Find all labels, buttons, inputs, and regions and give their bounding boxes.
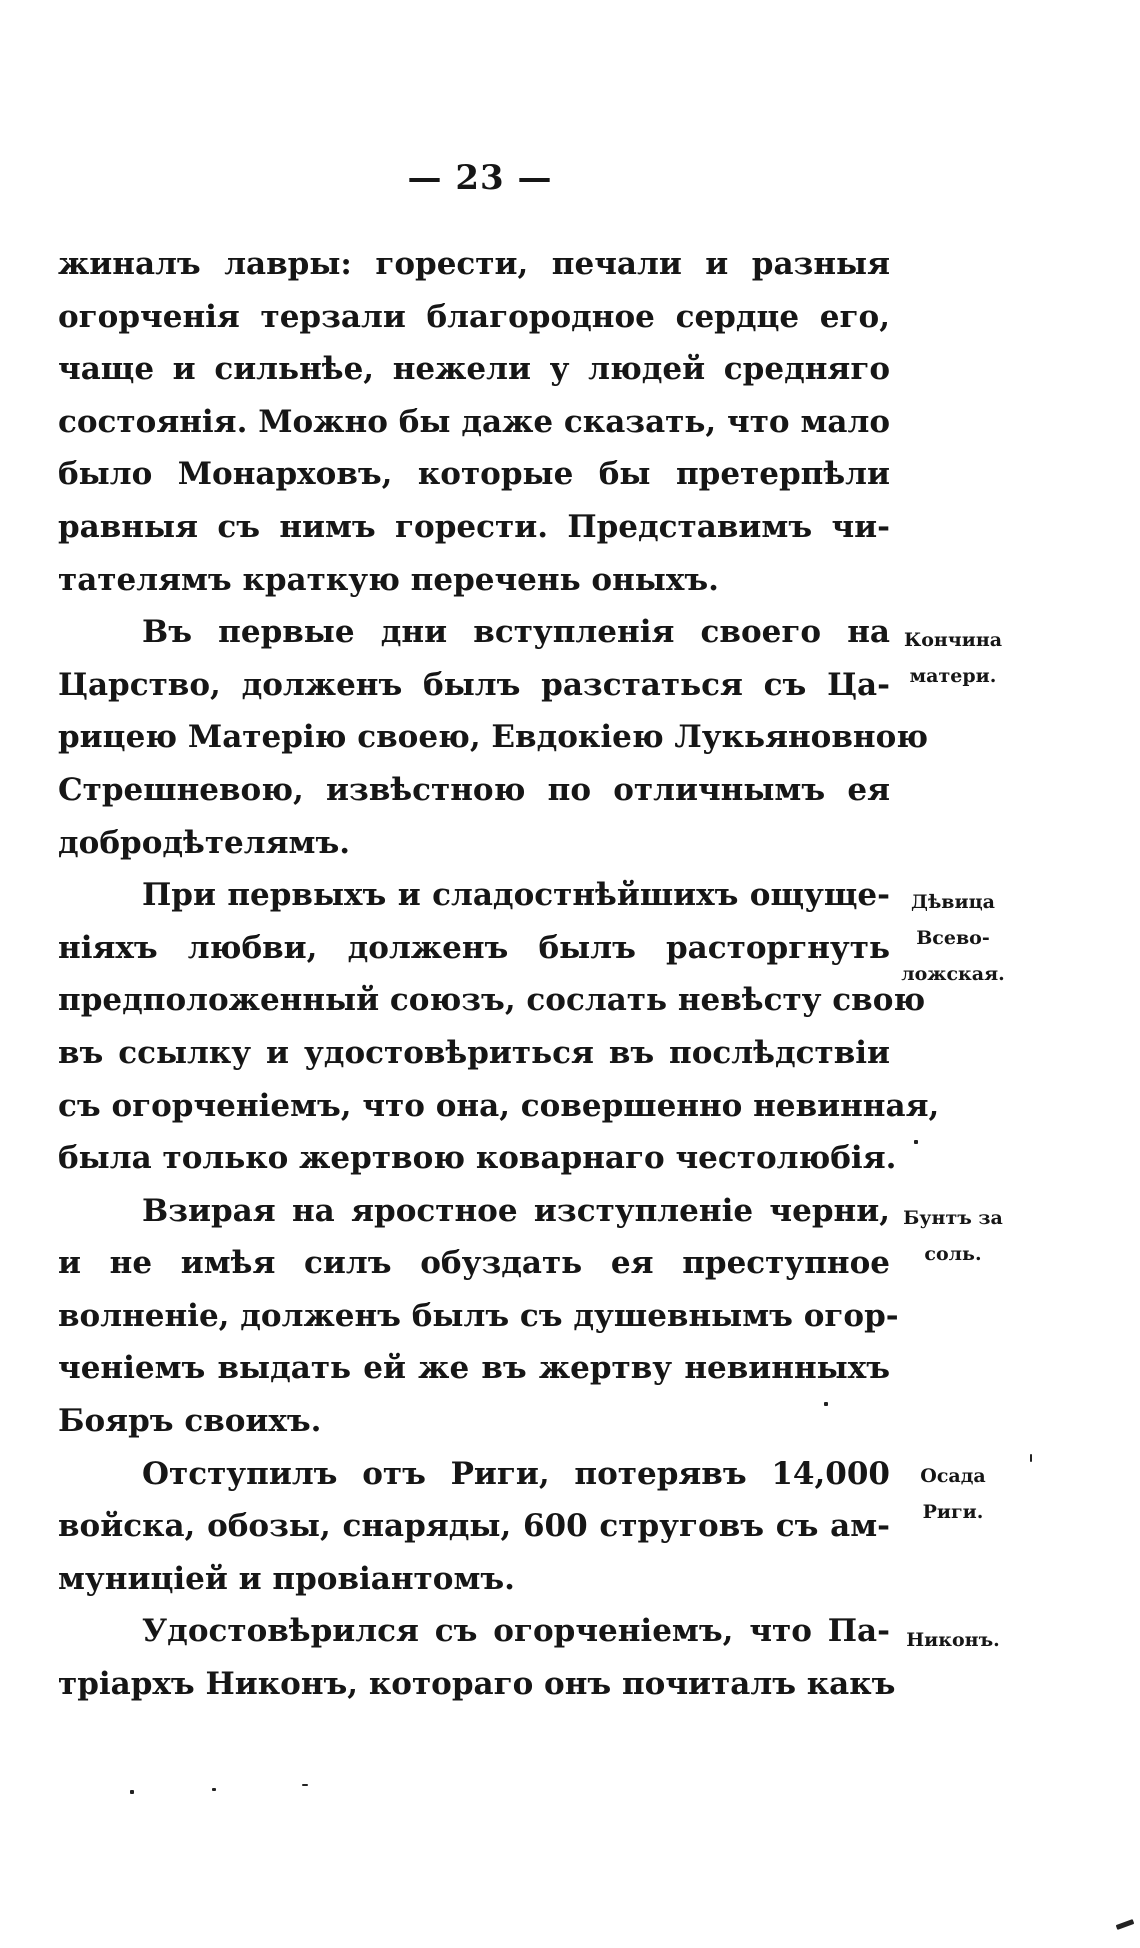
text-line: въ ссылку и удостовѣриться въ послѣдствіи (58, 1034, 890, 1071)
text-line: была только жертвою коварнаго честолюбія. (58, 1140, 897, 1177)
text-line: огорченія терзали благородное сердце его, (58, 298, 890, 335)
text-line: муниціей и провіантомъ. (58, 1560, 515, 1597)
text-line: войска, обозы, снаряды, 600 струговъ съ ам- (58, 1508, 890, 1545)
text-line: состоянія. Можно бы даже сказать, что мало (58, 403, 890, 440)
scan-speck (302, 1784, 308, 1786)
main-text (58, 238, 940, 1711)
text-line: добродѣтелямъ. (58, 824, 351, 861)
text-line: При первыхъ и сладостнѣйшихъ ощуще- (142, 877, 890, 914)
paragraph-2 (58, 606, 929, 869)
margin-note-line: Осада (920, 1465, 986, 1487)
scan-speck (212, 1788, 216, 1791)
margin-note-salt-riot (888, 1200, 1018, 1272)
scan-speck (824, 1402, 828, 1406)
margin-note-line: Дѣвица (911, 891, 995, 913)
text-line: Отступилъ отъ Риги, потерявъ 14,000 (142, 1455, 890, 1492)
margin-note-line: Бунтъ за (903, 1207, 1003, 1229)
paragraph-4 (58, 1185, 899, 1448)
margin-note-line: соль. (924, 1243, 982, 1265)
text-line: Въ первые дни вступленія своего на (142, 614, 890, 651)
margin-note-riga-siege (888, 1458, 1018, 1530)
text-line: предположенный союзъ, сослать невѣсту свою (58, 982, 926, 1019)
paragraph-3 (58, 869, 940, 1185)
text-line: тателямъ краткую перечень оныхъ. (58, 561, 719, 598)
text-line: равныя съ нимъ горести. Представимъ чи- (58, 508, 890, 545)
paragraph-6 (58, 1605, 896, 1710)
margin-note-line: матери. (909, 665, 997, 687)
text-line: Взирая на яростное изступленіе черни, (142, 1192, 890, 1229)
text-line: ніяхъ любви, долженъ былъ расторгнуть (58, 929, 890, 966)
margin-note-line: Кончина (903, 629, 1003, 651)
scan-speck (1116, 1919, 1135, 1930)
margin-note-vsevolozhskaya (888, 884, 1018, 992)
paragraph-1 (58, 238, 890, 606)
scan-speck (130, 1790, 134, 1794)
text-line: жиналъ лавры: горести, печали и разныя (58, 246, 890, 282)
paragraph-5 (58, 1448, 890, 1606)
margin-note-line: Никонъ. (906, 1629, 1000, 1651)
text-line: чаще и сильнѣе, нежели у людей средняго (58, 351, 890, 388)
scan-speck (914, 1140, 918, 1144)
text-line: съ огорченіемъ, что она, совершенно невинная, (58, 1087, 940, 1124)
margin-note-line: ложская. (901, 963, 1005, 985)
text-line: и не имѣя силъ обуздать ея преступное (58, 1245, 890, 1282)
margin-note-nikon (888, 1622, 1018, 1658)
text-line: Царство, долженъ былъ разстаться съ Ца- (58, 666, 890, 703)
text-line: Стрешневою, извѣстною по отличнымъ ея (58, 771, 890, 808)
text-line: рицею Матерію своею, Евдокіею Лукьяновною (58, 719, 929, 756)
text-line: Удостовѣрился съ огорченіемъ, что Па- (142, 1613, 890, 1650)
page-number: — 23 — (407, 158, 553, 198)
text-line: тріархъ Никонъ, котораго онъ почиталъ какъ (58, 1666, 896, 1703)
margin-note-mother-death (888, 622, 1018, 694)
scan-speck (1030, 1454, 1032, 1462)
margin-note-line: Всево- (916, 927, 990, 949)
text-line: было Монарховъ, которые бы претерпѣли (58, 456, 890, 493)
margin-note-line: Риги. (922, 1501, 984, 1523)
text-line: волненіе, долженъ былъ съ душевнымъ огор- (58, 1297, 899, 1334)
text-line: ченіемъ выдать ей же въ жертву невинныхъ (58, 1350, 890, 1387)
text-line: Бояръ своихъ. (58, 1403, 322, 1440)
